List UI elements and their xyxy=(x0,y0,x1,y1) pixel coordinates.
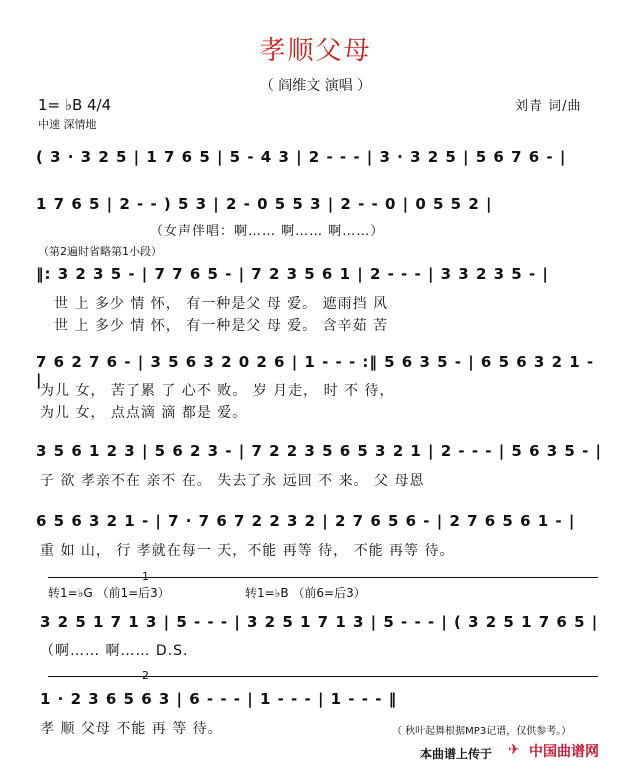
score-row-3: ‖: 3 2 3 5 - | 7 7 6 5 - | 7 2 3 5 6 1 | 2 - - - | 3 3 2 3 5 - | xyxy=(36,265,549,283)
transcription-note: （ 秋叶起舞根据MP3记谱，仅供参考。） xyxy=(392,726,572,737)
lyric-row-8: 孝 顺 父母 不能 再 等 待。 xyxy=(40,721,223,737)
volta-2-label: 2 xyxy=(142,669,149,682)
lyric-row-3b: 世 上 多少 情 怀， 有一种是父 母 爱。 含辛茹 苦 xyxy=(54,318,389,334)
lyric-row-7: （啊…… 啊…… D.S. xyxy=(40,643,189,659)
volta-1-bracket xyxy=(48,577,598,578)
score-row-6: 6 5 6 3 2 1 - | 7 · 7 6 7 2 2 3 2 | 2 7 6 5 6 - | 2 7 6 5 6 1 - | xyxy=(36,512,576,530)
lyric-row-4a: 为儿 女， 苦了累 了 心不 败。 岁 月走， 时 不 待， xyxy=(40,383,395,399)
lyric-row-6: 重 如 山， 行 孝就在每一 天，不能 再等 待， 不能 再等 待。 xyxy=(40,543,455,559)
site-logo: 中国曲谱网 xyxy=(529,744,599,760)
modulation-1: 转1=♭G （前1=后3） xyxy=(48,586,170,600)
song-title: 孝顺父母 xyxy=(259,36,372,66)
lyric-row-4b: 为儿 女， 点点滴 滴 都是 爱。 xyxy=(40,405,248,421)
score-row-1: ( 3 · 3 2 5 | 1 7 6 5 | 5 - 4 3 | 2 - - - | 3 · 3 2 5 | 5 6 7 6 - | xyxy=(36,148,567,166)
score-row-5: 3 5 6 1 2 3 | 5 6 2 3 - | 7 2 2 3 5 6 5 3 2 1 | 2 - - - | 5 6 3 5 - | xyxy=(36,442,602,460)
lyric-row-3a: 世 上 多少 情 怀， 有一种是父 母 爱。 遮雨挡 风 xyxy=(54,296,389,312)
volta-2-bracket xyxy=(48,676,598,677)
score-row-7: 3 2 5 1 7 1 3 | 5 - - - | 3 2 5 1 7 1 3 | 5 - - - | ( 3 2 5 1 7 6 5 | xyxy=(40,613,599,631)
score-row-2: 1 7 6 5 | 2 - - ) 5 3 | 2 - 0 5 5 3 | 2 - - 0 | 0 5 5 2 | xyxy=(36,195,493,213)
lyric-row-5: 子 欲 孝亲不在 亲不 在。 失去了永 远回 不 来。 父 母恩 xyxy=(40,473,425,489)
fly-icon: ✈ xyxy=(508,742,520,758)
tempo-marking: 中速 深情地 xyxy=(38,118,97,131)
key-signature: 1= ♭B 4/4 xyxy=(38,96,112,114)
lyric-row-2: （女声伴唱：啊…… 啊…… 啊……） xyxy=(150,224,385,239)
modulation-2: 转1=♭B （前6=后3） xyxy=(245,586,366,600)
score-row-4: 7 6 2 7 6 - | 3 5 6 3 2 0 2 6 | 1 - - - :‖ 5 6 3 5 - | 6 5 6 3 2 1 - | xyxy=(36,353,595,389)
volta-1-label: 1 xyxy=(142,570,149,583)
footer-text: 本曲谱上传于 xyxy=(420,747,493,761)
score-row-8: 1 · 2 3 6 5 6 3 | 6 - - - | 1 - - - | 1 - - - ‖ xyxy=(40,690,398,708)
composer-credit: 刘青 词/曲 xyxy=(515,99,582,114)
performer: （ 阎维文 演唱 ） xyxy=(259,78,372,94)
section-note: （第2遍时省略第1小段） xyxy=(38,245,162,258)
